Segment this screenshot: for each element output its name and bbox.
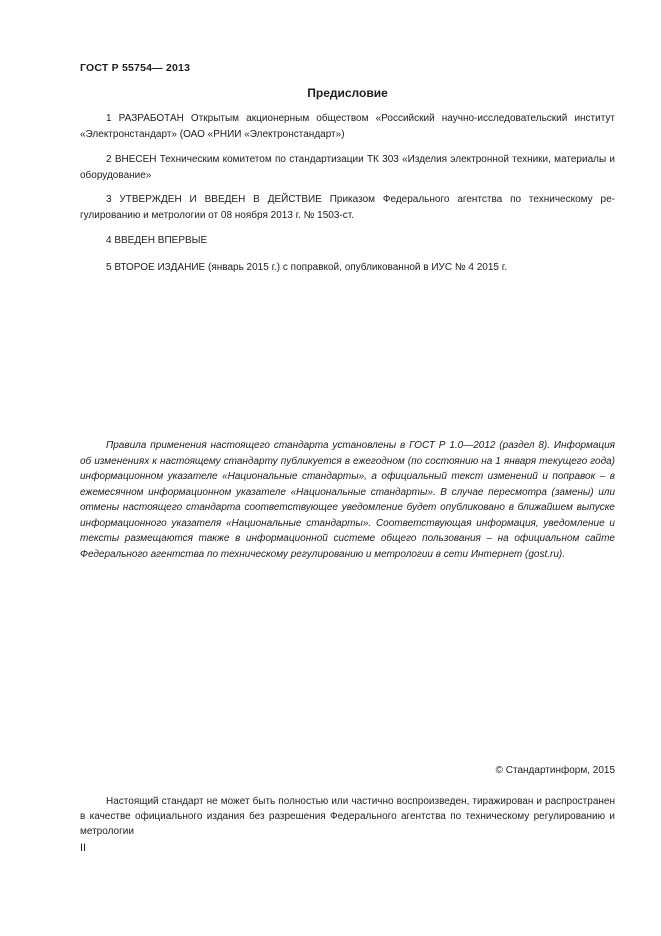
foreword-item-3 (80, 192, 615, 223)
notice-text: Настоящий стандарт не может быть полностью или частично воспроизведен, тиражирован и распространен в качестве официального издания без разрешения Федерального агентства по техническому регулированию и метрологии (80, 796, 615, 837)
foreword-item-5-text: 5 ВТОРОЕ ИЗДАНИЕ (январь 2015 г.) с поправкой, опубликованной в ИУС № 4 2015 г. (106, 262, 507, 273)
reproduction-notice (80, 794, 615, 839)
page-title: Предисловие (307, 86, 388, 100)
foreword-item-4 (80, 233, 615, 249)
rules-text: Правила применения настоящего стандарта установлены в ГОСТ Р 1.0—2012 (раздел 8). Информация об изменениях к настоящему стандарту публикуется в ежегодном (по состоянию на 1 января текущего года) информационном указателе «Национальные стандарты», а официальный текст изменений и поправок – в ежемесячном информационном указателе «Национальные стандарты». В случае пересмотра (замены) или отмены настоящего стандарта соответствующее уведомление будет опубликовано в ближайшем выпуске информационного указателя «Национальные стандарты». Соответствующая информация, уведомление и тексты размещаются также в информационной системе общего пользования – на официальном сайте Федерального агентства по техническому регулированию и метрологии в сети Интернет (gost.ru). (80, 440, 615, 560)
foreword-item-1 (80, 111, 615, 142)
page-number: II (80, 842, 87, 854)
copyright: © Стандартинформ, 2015 (495, 765, 615, 776)
standard-code: ГОСТ Р 55754— 2013 (80, 62, 191, 74)
foreword-item-3-text: 3 УТВЕРЖДЕН И ВВЕДЕН В ДЕЙСТВИЕ Приказом Федерального агентства по техническому регулированию и метрологии от 08 ноября 2013 г. № 1503-ст. (80, 194, 615, 221)
foreword-item-2-text: 2 ВНЕСЕН Техническим комитетом по стандартизации ТК 303 «Изделия электронной техники, материалы и оборудование» (80, 154, 615, 181)
foreword-item-4-text: 4 ВВЕДЕН ВПЕРВЫЕ (106, 235, 208, 246)
foreword-item-2 (80, 152, 615, 183)
rules-of-application (80, 438, 615, 562)
foreword-item-5 (80, 260, 615, 276)
foreword-item-1-text: 1 РАЗРАБОТАН Открытым акционерным обществом «Российский научно-исследовательский институт «Электронстандарт» (ОАО «РНИИ «Электронстандарт») (80, 113, 615, 140)
